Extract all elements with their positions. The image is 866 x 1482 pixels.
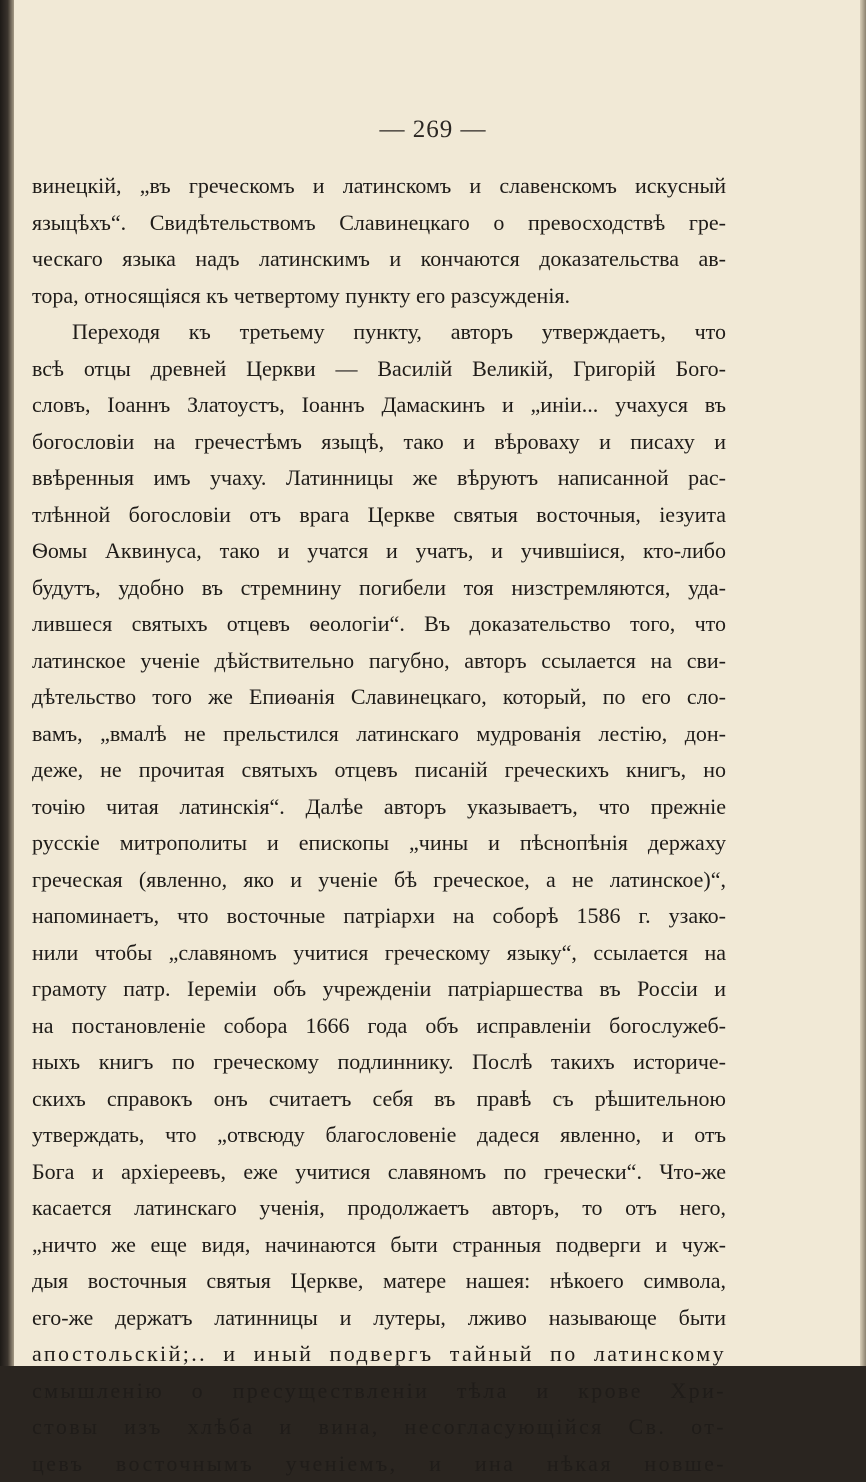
text-line: будутъ, удобно въ стремнину погибели тоя низстремляются, уда- [32,570,726,607]
text-line: вамъ, „вмалѣ не прельстился латинскаго мудрованія лестію, дон- [32,716,726,753]
text-line: нили чтобы „славяномъ учитися греческому языку“, ссылается на [32,935,726,972]
text-line: его-же держатъ латинницы и лутеры, лживо называюще быти [32,1300,726,1337]
text-line: тора, относящіяся къ четвертому пункту его разсужденія. [32,278,726,315]
text-line: русскіе митрополиты и епископы „чины и пѣснопѣнія держаху [32,825,726,862]
text-line: цевъ восточнымъ ученіемъ, и ина нѣкая новше- [32,1446,726,1482]
text-line: смышленію о пресуществленіи тѣла и крове Хри- [32,1373,726,1410]
text-line: Переходя къ третьему пункту, авторъ утверждаетъ, что [32,314,726,351]
text-line: богословіи на гречестѣмъ языцѣ, тако и вѣроваху и писаху и [32,424,726,461]
text-line: всѣ отцы древней Церкви — Василій Великій, Григорій Бого- [32,351,726,388]
text-line: дыя восточныя святыя Церкве, матере нашея: нѣкоего символа, [32,1263,726,1300]
page-number: — 269 — [0,116,866,144]
text-line: Ѳомы Аквинуса, тако и учатся и учатъ, и учившіися, кто-либо [32,533,726,570]
text-line: точію читая латинскія“. Далѣе авторъ указываетъ, что прежніе [32,789,726,826]
text-line: Бога и архіереевъ, еже учитися славяномъ по гречески“. Что-же [32,1154,726,1191]
text-line: грамоту патр. Іереміи объ учрежденіи патріаршества въ Россіи и [32,971,726,1008]
text-line: языцѣхъ“. Свидѣтельствомъ Славинецкаго о превосходствѣ гре- [32,205,726,242]
text-line: ввѣренныя имъ учаху. Латинницы же вѣруютъ написанной рас- [32,460,726,497]
text-line: касается латинскаго ученія, продолжаетъ авторъ, то отъ него, [32,1190,726,1227]
text-line: апостольскій;.. и иный подвергъ тайный по латинскому [32,1336,726,1373]
text-line: на постановленіе собора 1666 года объ исправленіи богослужеб- [32,1008,726,1045]
text-line: скихъ справокъ онъ считаетъ себя въ правѣ съ рѣшительною [32,1081,726,1118]
page-edge [860,0,866,1366]
text-line: винецкій, „въ греческомъ и латинскомъ и славенскомъ искусный [32,168,726,205]
text-line: ныхъ книгъ по греческому подлиннику. Послѣ такихъ историче- [32,1044,726,1081]
text-line: греческая (явленно, яко и ученіе бѣ греческое, а не латинское)“, [32,862,726,899]
text-line: „ничто же еще видя, начинаются быти странныя подверги и чуж- [32,1227,726,1264]
text-line: лившеся святыхъ отцевъ ѳеологіи“. Въ доказательство того, что [32,606,726,643]
text-line: дѣтельство того же Епиѳанія Славинецкаго, который, по его сло- [32,679,726,716]
text-line: деже, не прочитая святыхъ отцевъ писаній греческихъ книгъ, но [32,752,726,789]
book-spine-shadow [0,0,14,1366]
body-text [32,168,726,1482]
text-line: напоминаетъ, что восточные патріархи на соборѣ 1586 г. узако- [32,898,726,935]
text-line: стовы изъ хлѣба и вина, несогласующійся Св. от- [32,1409,726,1446]
text-line: тлѣнной богословіи отъ врага Церкве святыя восточныя, іезуита [32,497,726,534]
text-line: латинское ученіе дѣйствительно пагубно, авторъ ссылается на сви- [32,643,726,680]
text-line: ческаго языка надъ латинскимъ и кончаются доказательства ав- [32,241,726,278]
text-line: утверждать, что „отвсюду благословеніе дадеся явленно, и отъ [32,1117,726,1154]
text-line: словъ, Іоаннъ Златоустъ, Іоаннъ Дамаскинъ и „иніи... учахуся въ [32,387,726,424]
